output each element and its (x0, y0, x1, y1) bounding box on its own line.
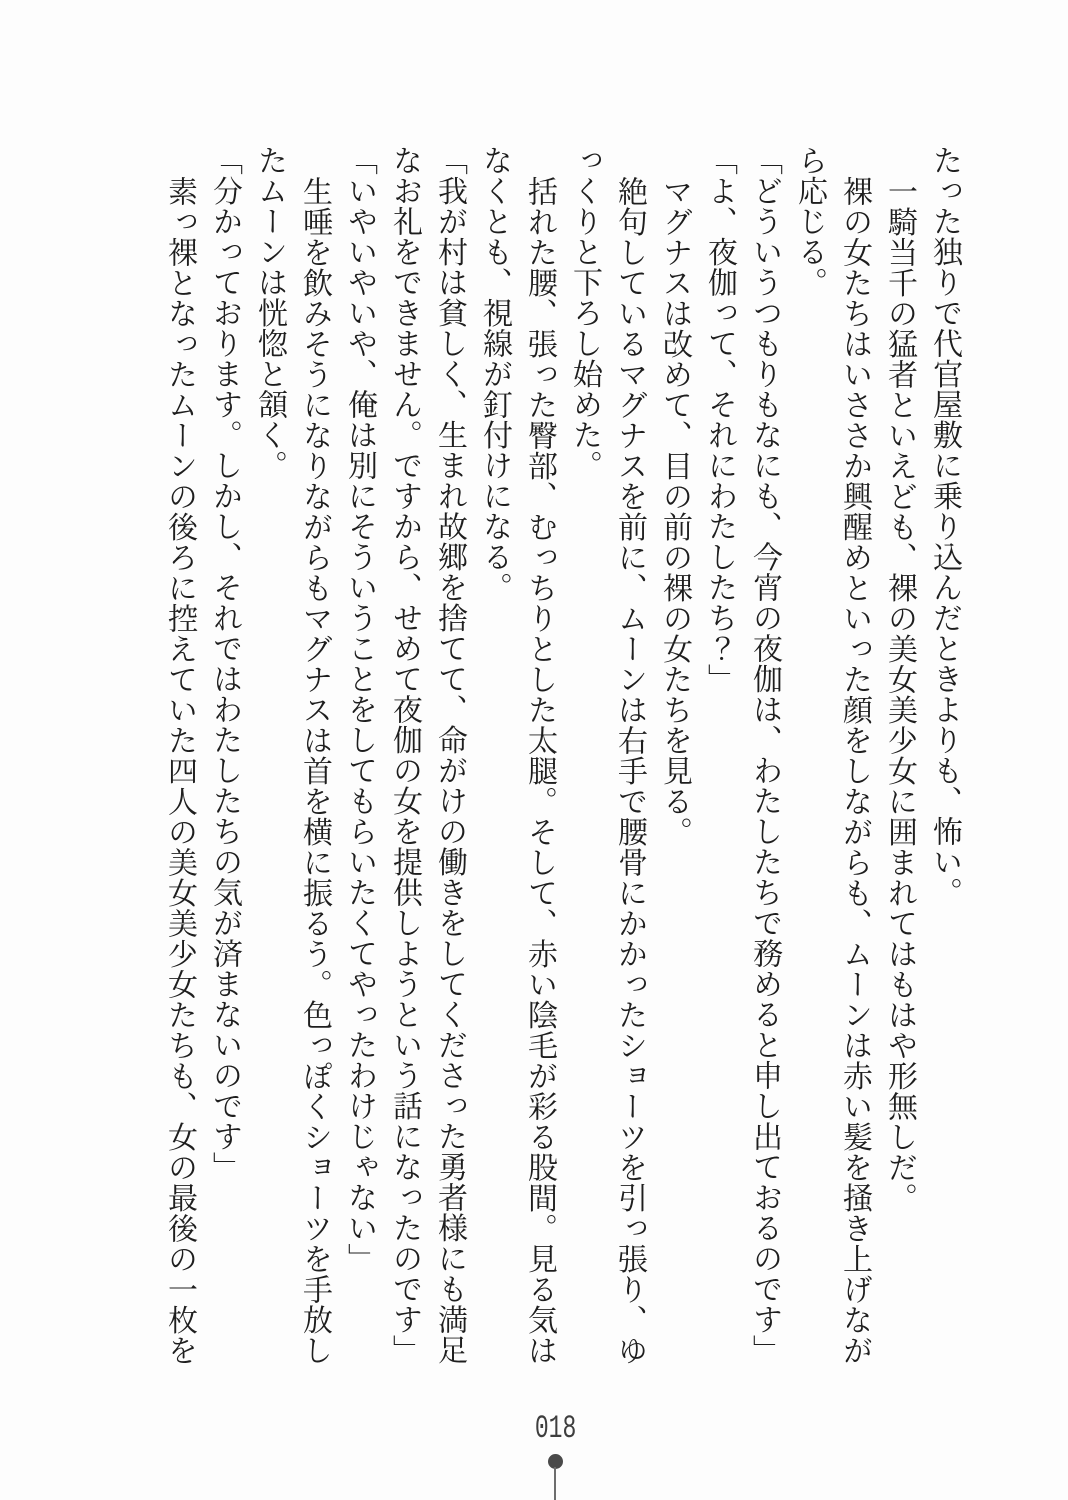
paragraph-10-dialogue: 「いやいやいや、俺は別にそういうことをしてもらいたくてやったわけじゃない」 (343, 145, 376, 1274)
paragraph-3: 裸の女たちはいささか興醒めといった顔をしながらも、ムーンは赤い髪を掻き上げながら応じる。 (793, 145, 871, 1365)
footer-line-ornament (554, 1467, 556, 1500)
paragraph-12-dialogue: 「分かっております。しかし、それではわたしたちの気が済まないのです」 (208, 145, 241, 1182)
paragraph-2: 一騎当千の猛者といえども、裸の美女美少女に囲まれてはもはや形無しだ。 (883, 175, 916, 1213)
paragraph-4-dialogue: 「どういうつもりもなにも、今宵の夜伽は、わたしたちで務めると申し出ておるのです」 (748, 145, 781, 1365)
page-number: 018 (534, 1410, 577, 1447)
paragraph-13: 素っ裸となったムーンの後ろに控えていた四人の美女美少女たちも、女の最後の一枚を (163, 175, 196, 1365)
paragraph-8: 括れた腰、張った臀部、むっちりとした太腿。そして、赤い陰毛が彩る股間。見る気はなくとも、視線が釘付けになる。 (478, 145, 556, 1365)
paragraph-1: たった独りで代官屋敷に乗り込んだときよりも、怖い。 (928, 145, 961, 908)
paragraph-5-dialogue: 「よ、夜伽って、それにわたしたち？」 (703, 145, 736, 694)
paragraph-9-dialogue: 「我が村は貧しく、生まれ故郷を捨てて、命がけの働きをしてくださった勇者様にも満足なお礼をできません。ですから、せめて夜伽の女を提供しようという話になったのです」 (388, 145, 466, 1365)
paragraph-7: 絶句しているマグナスを前に、ムーンは右手で腰骨にかかったショーツを引っ張り、ゆっくりと下ろし始めた。 (568, 145, 646, 1365)
text-body (157, 145, 967, 1365)
paragraph-11: 生唾を飲みそうになりながらもマグナスは首を横に振るう。色っぽくショーツを手放したムーンは恍惚と頷く。 (253, 145, 331, 1365)
paragraph-6: マグナスは改めて、目の前の裸の女たちを見る。 (658, 175, 691, 847)
